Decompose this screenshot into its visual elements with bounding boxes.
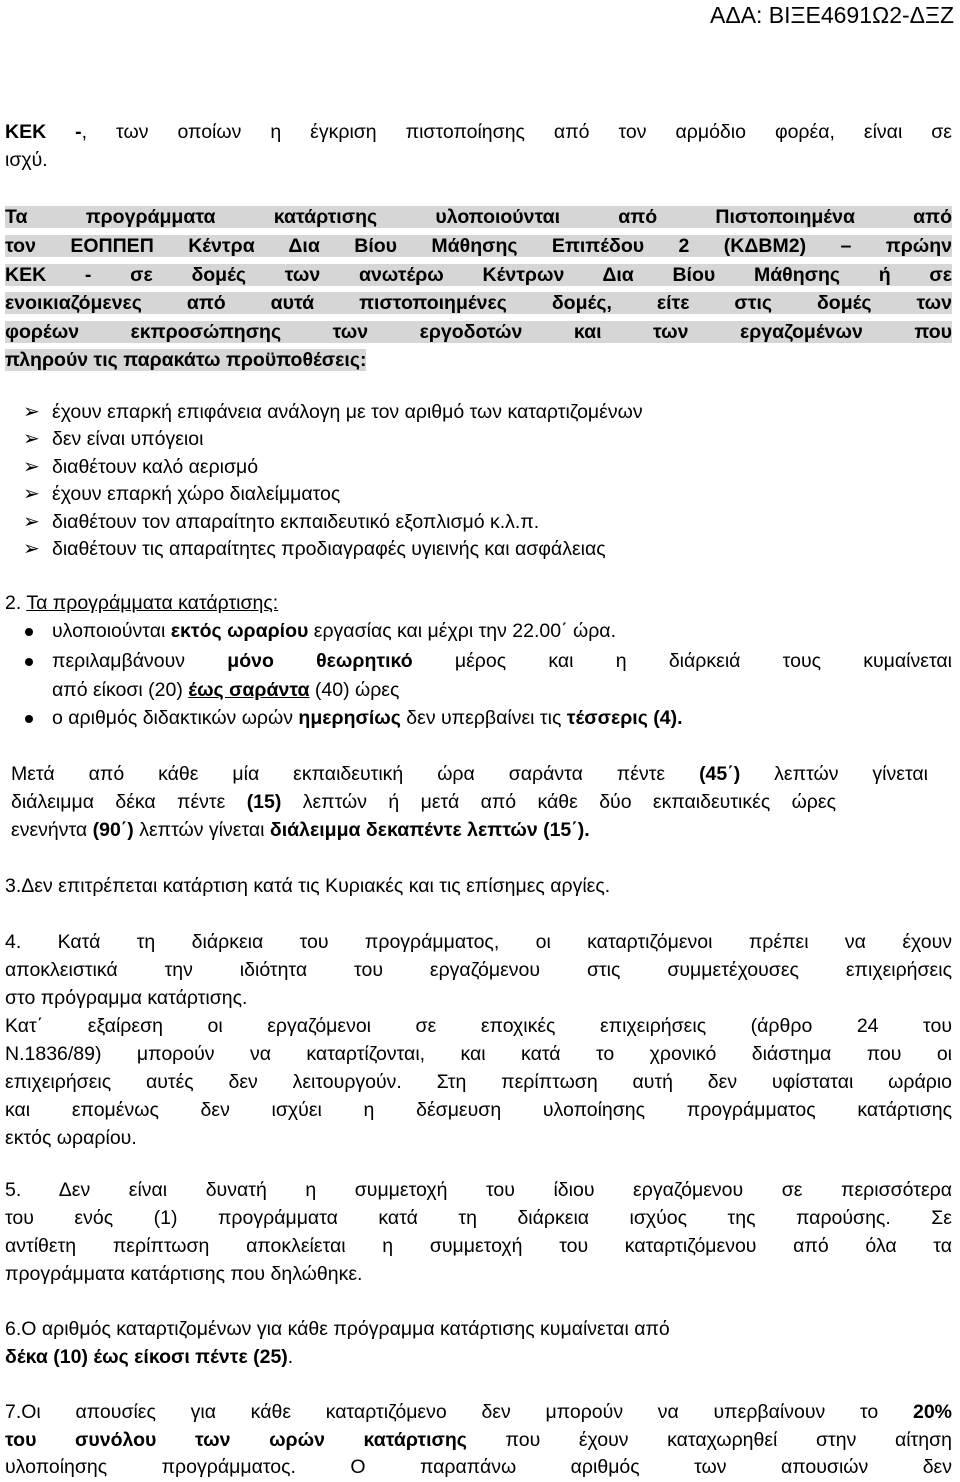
section-5-line: του ενός (1) προγράμματα κατά τη διάρκεια ισχύος της παρούσης. Σε	[5, 1207, 952, 1229]
section-5-line: 5. Δεν είναι δυνατή η συμμετοχή του ίδιου εργαζόμενου σε περισσότερα	[5, 1179, 952, 1201]
section-7-line-3: υλοποίησης προγράμματος. Ο παραπάνω αριθμός των απουσιών δεν	[5, 1456, 952, 1478]
section-2-bullet-3: ο αριθμός διδακτικών ωρών ημερησίως δεν υπερβαίνει τις τέσσερις (4).	[5, 704, 952, 733]
list-item: ➢ διαθέτουν καλό αερισμό	[5, 453, 952, 482]
list-item: ➢ έχουν επαρκή χώρο διαλείμματος	[5, 480, 952, 509]
section-4-line: επιχειρήσεις αυτές δεν λειτουργούν. Στη περίπτωση αυτή δεν υφίσταται ωράριο	[5, 1071, 952, 1093]
programs-line-2: τον ΕΟΠΠΕΠ Κέντρα Δια Βίου Μάθησης Επιπέδου 2 (ΚΔΒΜ2) – πρώην	[5, 235, 952, 257]
section-6-line-2: δέκα (10) έως είκοσι πέντε (25).	[5, 1346, 294, 1368]
section-4-line: εκτός ωραρίου.	[5, 1127, 137, 1149]
programs-line-6: πληρούν τις παρακάτω προϋποθέσεις:	[5, 349, 367, 371]
section-7-line-1: 7.Οι απουσίες για κάθε καταρτιζόμενο δεν μπορούν να υπερβαίνουν το 20%	[5, 1401, 952, 1423]
section-2-bullet-2: περιλαμβάνουν μόνο θεωρητικό μέρος και η διάρκειά τους κυμαίνεται	[5, 647, 952, 676]
kek-label: ΚΕΚ -	[5, 121, 82, 143]
intro-line-1: ΚΕΚ -, των οποίων η έγκριση πιστοποίησης από τον αρμόδιο φορέα, είναι σε	[5, 121, 952, 143]
list-item: ➢ έχουν επαρκή επιφάνεια ανάλογη με τον αριθμό των καταρτιζομένων	[5, 398, 952, 427]
list-item: ➢ δεν είναι υπόγειοι	[5, 425, 952, 454]
programs-line-3: ΚΕΚ - σε δομές των ανωτέρω Κέντρων Δια Βίου Μάθησης ή σε	[5, 264, 952, 286]
section-2-bullet-1: υλοποιούνται εκτός ωραρίου εργασίας και μέχρι την 22.00΄ ώρα.	[5, 617, 952, 646]
section-4-line: Κατ΄ εξαίρεση οι εργαζόμενοι σε εποχικές επιχειρήσεις (άρθρο 24 του	[5, 1015, 952, 1037]
intro-line-2: ισχύ.	[5, 149, 48, 171]
section-4-line: Ν.1836/89) μπορούν να καταρτίζονται, και κατά το χρονικό διάστημα που οι	[5, 1043, 952, 1065]
section-5-line: αντίθετη περίπτωση αποκλείεται η συμμετοχή του καταρτιζόμενου από όλα τα	[5, 1235, 952, 1257]
break-line-3: ενενήντα (90΄) λεπτών γίνεται διάλειμμα δεκαπέντε λεπτών (15΄).	[11, 819, 590, 841]
section-4-line: και επομένως δεν ισχύει η δέσμευση υλοποίησης προγράμματος κατάρτισης	[5, 1099, 952, 1121]
break-line-2: διάλειμμα δέκα πέντε (15) λεπτών ή μετά από κάθε δύο εκπαιδευτικές ώρες	[11, 791, 836, 813]
section-5-line: προγράμματα κατάρτισης που δηλώθηκε.	[5, 1263, 363, 1285]
section-2-heading: 2. Τα προγράμματα κατάρτισης:	[5, 592, 279, 614]
section-7-line-2: του συνόλου των ωρών κατάρτισης που έχουν καταχωρηθεί στην αίτηση	[5, 1429, 952, 1451]
section-4-line: στο πρόγραμμα κατάρτισης.	[5, 987, 248, 1009]
programs-line-1: Τα προγράμματα κατάρτισης υλοποιούνται από Πιστοποιημένα από	[5, 206, 952, 228]
section-6-line-1: 6.Ο αριθμός καταρτιζομένων για κάθε πρόγραμμα κατάρτισης κυμαίνεται από	[5, 1318, 670, 1340]
programs-line-4: ενοικιαζόμενες από αυτά πιστοποιημένες δομές, είτε στις δομές των	[5, 292, 952, 314]
bullet-dot-icon	[25, 658, 33, 666]
section-3: 3.Δεν επιτρέπεται κατάρτιση κατά τις Κυριακές και τις επίσημες αργίες.	[5, 875, 611, 897]
arrow-bullet-icon: ➢	[23, 456, 40, 478]
bullet-dot-icon	[25, 628, 33, 636]
arrow-bullet-icon: ➢	[23, 401, 40, 423]
section-2-bullet-2-cont: από είκοσι (20) έως σαράντα (40) ώρες	[52, 679, 400, 701]
arrow-bullet-icon: ➢	[23, 538, 40, 560]
list-item: ➢ διαθέτουν τις απαραίτητες προδιαγραφές υγιεινής και ασφάλειας	[5, 535, 952, 564]
ada-header: ΑΔΑ: ΒΙΞΕ4691Ω2-ΔΞΖ	[709, 2, 954, 28]
arrow-bullet-icon: ➢	[23, 511, 40, 533]
list-item: ➢ διαθέτουν τον απαραίτητο εκπαιδευτικό εξοπλισμό κ.λ.π.	[5, 508, 952, 537]
bullet-dot-icon	[25, 715, 33, 723]
arrow-bullet-icon: ➢	[23, 483, 40, 505]
arrow-bullet-icon: ➢	[23, 428, 40, 450]
section-4-line: αποκλειστικά την ιδιότητα του εργαζόμενου στις συμμετέχουσες επιχειρήσεις	[5, 959, 952, 981]
programs-line-5: φορέων εκπροσώπησης των εργοδοτών και των εργαζομένων που	[5, 321, 952, 343]
section-4-line: 4. Κατά τη διάρκεια του προγράμματος, οι καταρτιζόμενοι πρέπει να έχουν	[5, 931, 952, 953]
break-line-1: Μετά από κάθε μία εκπαιδευτική ώρα σαράντα πέντε (45΄) λεπτών γίνεται	[11, 763, 928, 785]
